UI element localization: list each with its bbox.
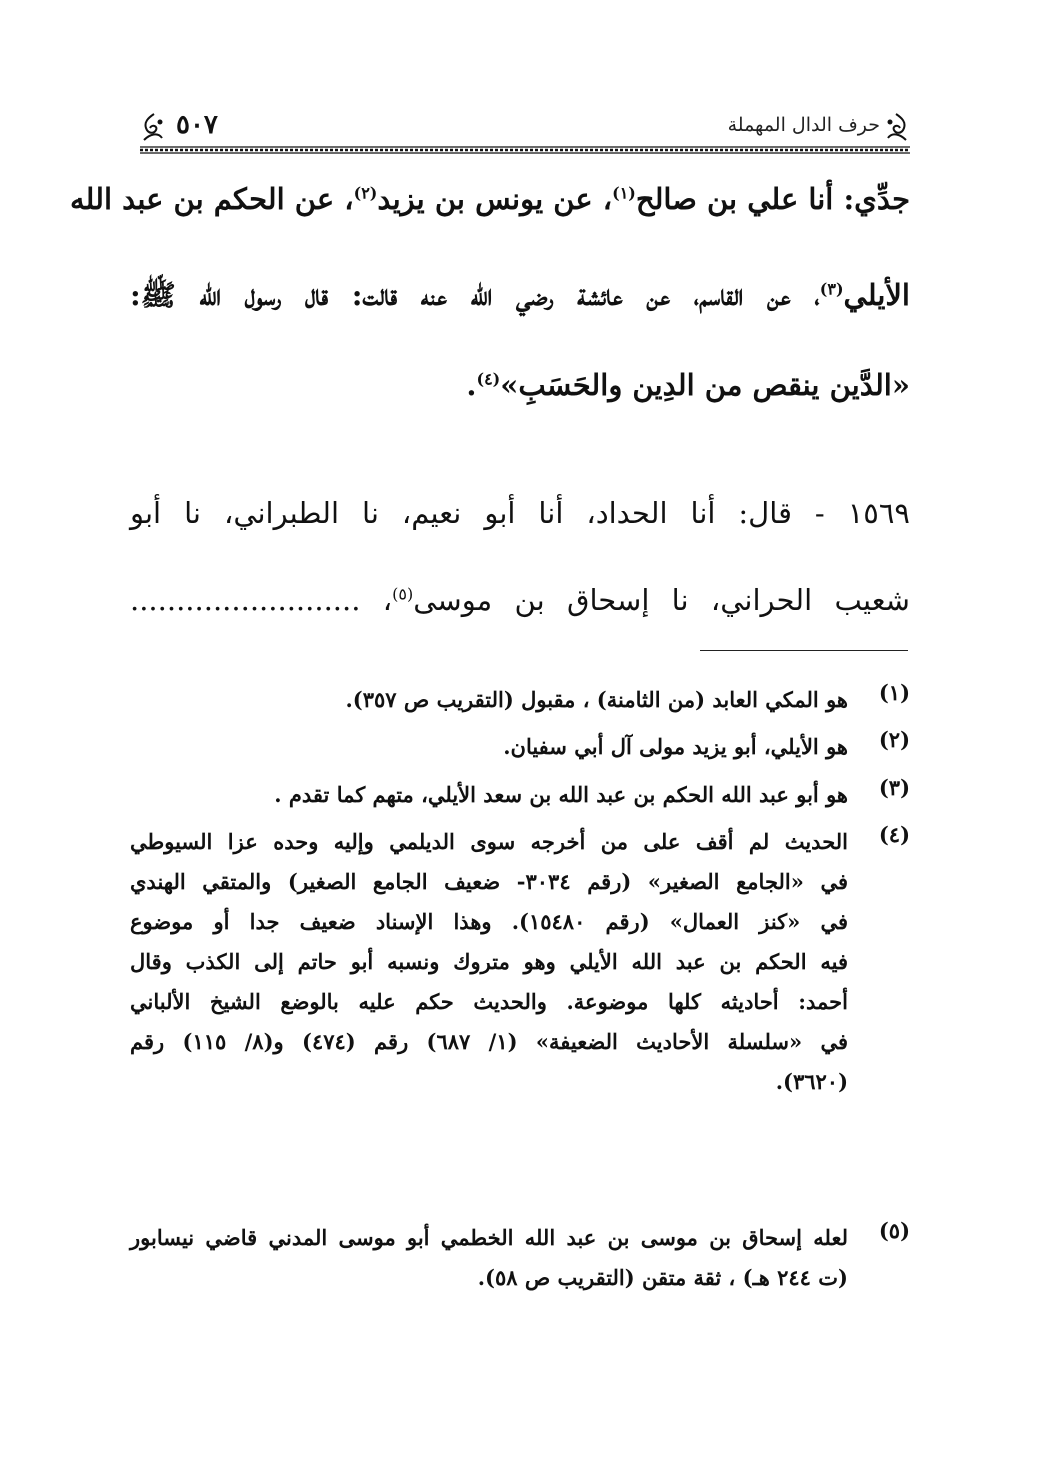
ornament-icon [140,112,168,142]
footnote-text: هو المكي العابد (من الثامنة) ، مقبول (التقريب ص ٣٥٧). [345,687,848,712]
footnote-ref: (٥) [392,584,414,604]
footnote-text: الحديث لم أقف على من أخرجه سوى الديلمي وإليه وحده عزا السيوطي [130,829,848,854]
ornament-icon [882,112,910,142]
footnote-ref: (١) [612,183,636,203]
main-text-line: جدِّي: أنا علي بن صالح$^{(١)}$، عن يونس بن يزيد$^{(٢)}$، عن الحكم بن عبد الله [70,182,910,216]
footnote-text: في «كنز العمال» (رقم ١٥٤٨٠). وهذا الإسناد ضعيف جدا أو موضوع [130,909,848,934]
footnote-text: (ت ٢٤٤ هـ) ، ثقة متقن (التقريب ص ٥٨). [477,1265,848,1290]
footnote-number: (٤) [878,822,910,847]
footnote-ref: (٤) [476,369,501,389]
main-text-line: الأيلي$^{(٣)}$، عن القاسم، عن عائشة رضي الله عنه قالت: قال رسول الله ﷺ: [130,278,910,312]
page-header [140,110,910,160]
footnote-number: (٢) [878,727,910,752]
footnote-text: لعله إسحاق بن موسى بن عبد الله الخطمي أبو موسى المدني قاضي نيسابور [130,1225,848,1250]
footnote-text: فيه الحكم بن عبد الله الأيلي وهو متروك ونسبه أبو حاتم إلى الكذب وقال [130,949,848,974]
footnote-ref: (٣) [819,279,844,299]
header-rule [140,146,910,154]
footnote-text: أحمد: أحاديثه كلها موضوعة. والحديث حكم عليه بالوضع الشيخ الألباني [130,989,848,1014]
footnote-text: (٣٦٢٠). [775,1069,848,1094]
page-number: ٥٠٧ [176,110,218,140]
main-text-line: ١٥٦٩ - قال: أنا الحداد، أنا أبو نعيم، نا الطبراني، نا أبو [130,496,910,530]
footnote-number: (٥) [878,1218,910,1243]
footnote-text: في «سلسلة الأحاديث الضعيفة» (١/ ٦٨٧) رقم (٤٧٤) و(٨/ ١١٥) رقم [130,1029,848,1054]
footnote-ref: (٢) [353,183,378,203]
footnote-divider [700,650,908,651]
hadith-quote: «الدَّين ينقص من الدِين والحَسَبِ»$^{(٤)}$. [466,368,910,402]
footnote-number: (١) [878,680,910,705]
main-text-line: شعيب الحراني، نا إسحاق بن موسى$^{(٥)}$، ......................... [130,583,910,617]
chapter-title: حرف الدال المهملة [727,114,880,136]
footnote-number: (٣) [878,775,910,800]
footnote-text: في «الجامع الصغير» (رقم ٣٠٣٤- ضعيف الجامع الصغير) والمتقي الهندي [130,869,848,894]
footnote-text: هو الأيلي، أبو يزيد مولى آل أبي سفيان. [503,734,848,759]
footnote-text: هو أبو عبد الله الحكم بن عبد الله بن سعد الأيلي، متهم كما تقدم . [274,782,848,807]
